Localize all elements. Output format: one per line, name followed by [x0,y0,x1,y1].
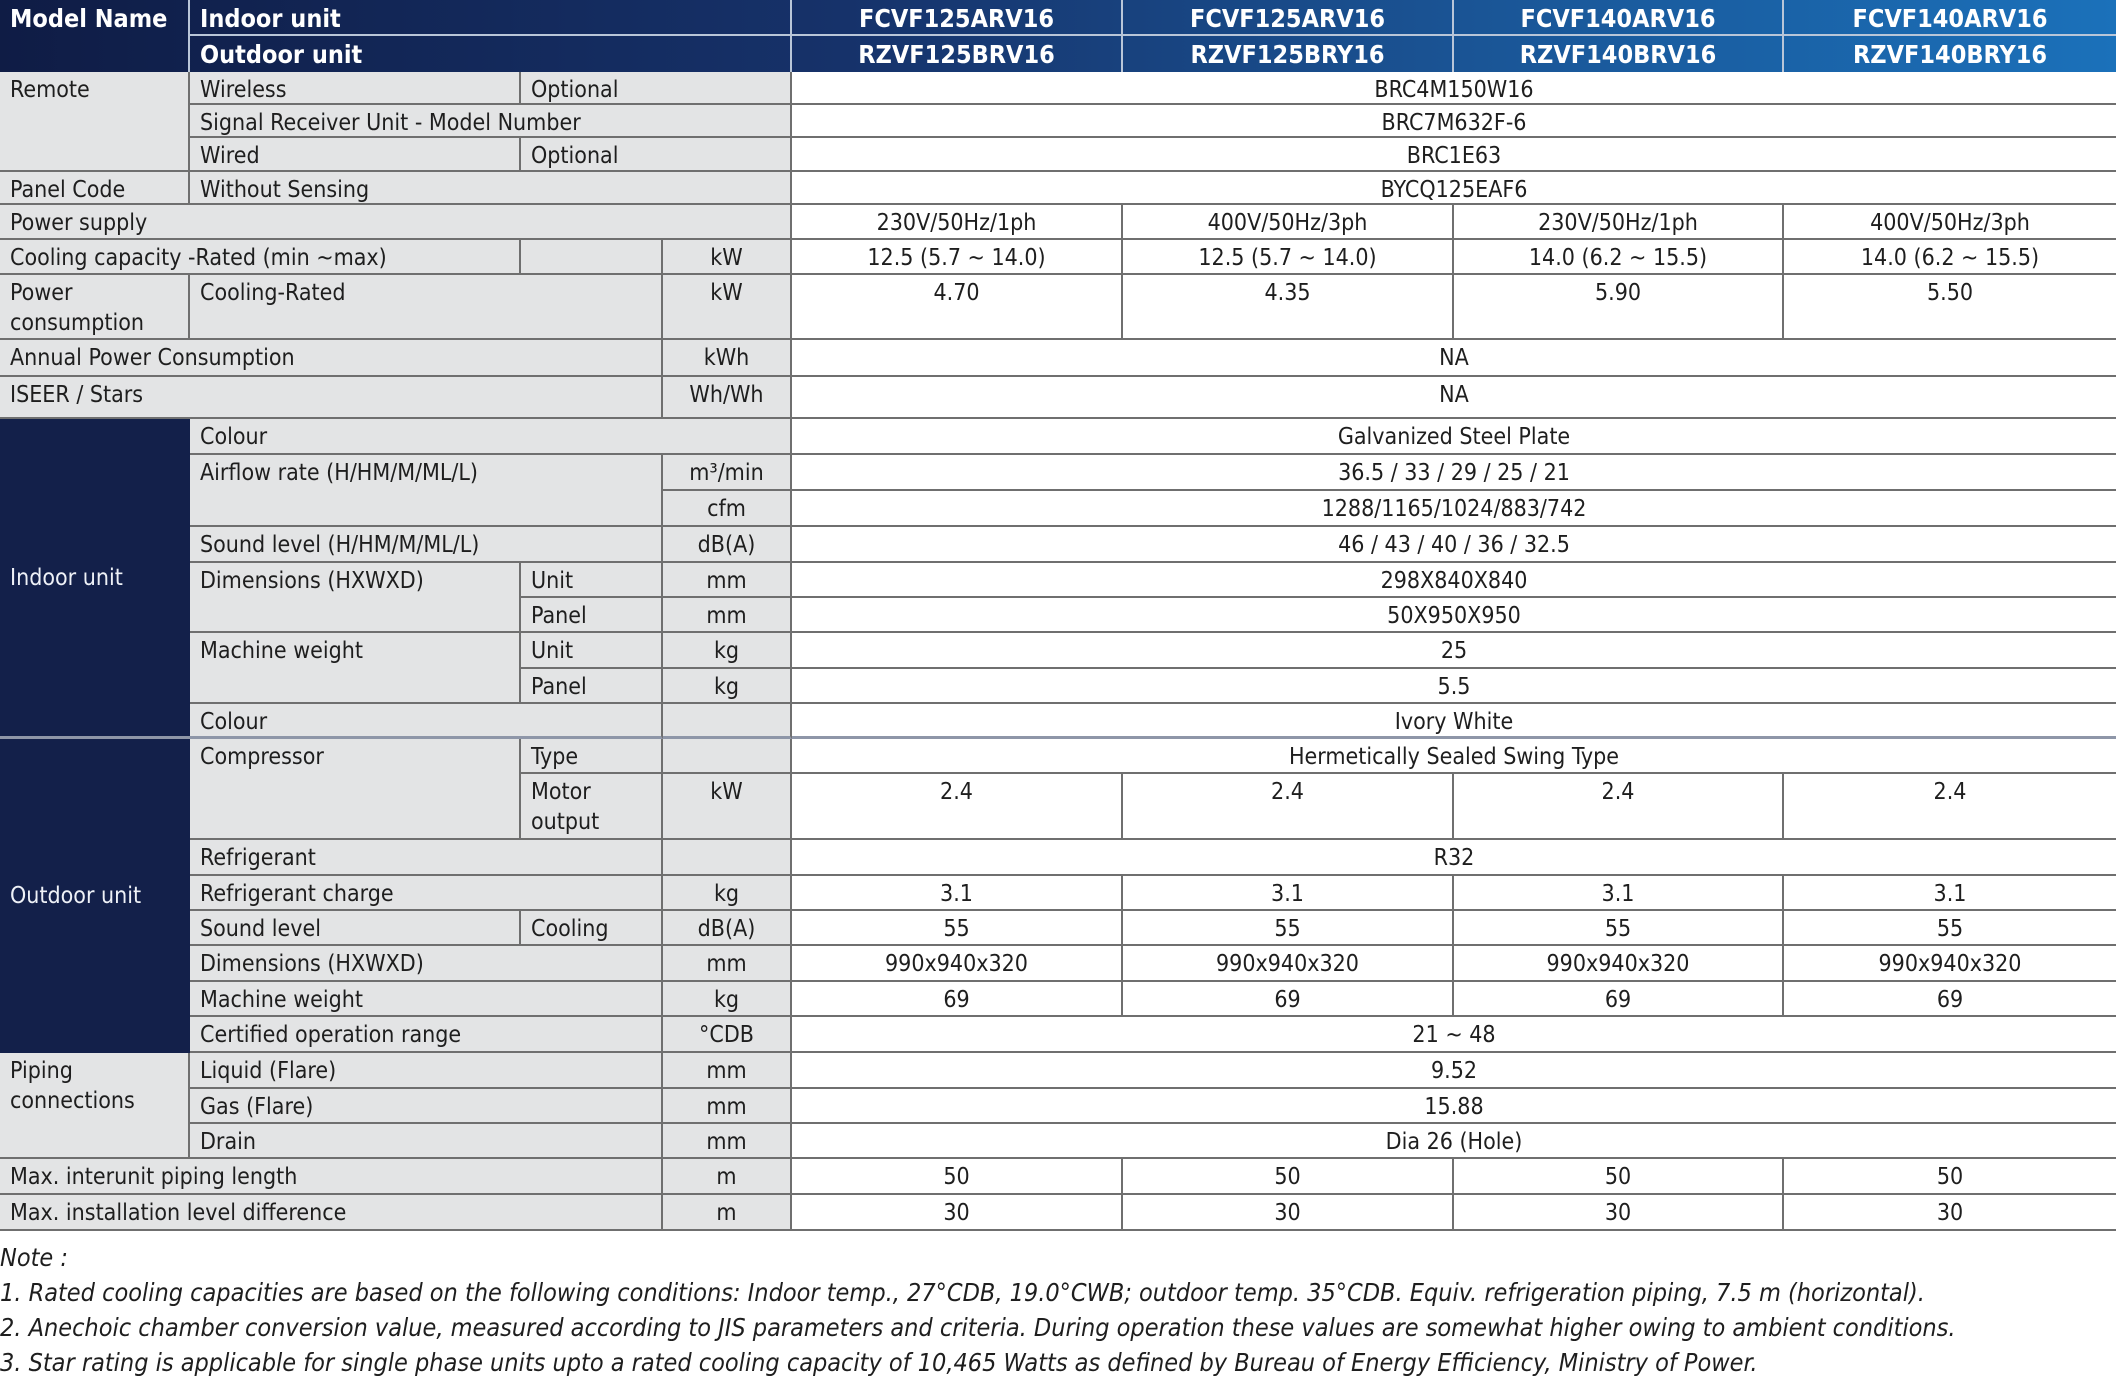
signal-receiver-label: Signal Receiver Unit - Model Number [190,105,792,138]
compressor-type-value: Hermetically Sealed Swing Type [792,739,2116,774]
indoor-dimensions-unit-label: Unit [521,563,663,598]
max-level-difference-label: Max. installation level difference [0,1195,663,1231]
indoor-model-1: FCVF125ARV16 [792,0,1123,36]
indoor-dimensions-label: Dimensions (HXWXD) [190,563,521,633]
max-level-difference-value: 30 [1123,1195,1454,1231]
indoor-weight-unit-label: Unit [521,633,663,669]
outdoor-dimensions-value: 990x940x320 [1454,946,1784,982]
motor-output-label: Motor output [521,774,663,840]
motor-output-value: 2.4 [1123,774,1454,840]
outdoor-weight-value: 69 [1123,982,1454,1017]
drain-unit: mm [663,1124,792,1159]
motor-output-value: 2.4 [792,774,1123,840]
max-piping-length-unit: m [663,1159,792,1195]
remote-wireless-label: Wireless [190,72,521,105]
indoor-weight-panel-label: Panel [521,669,663,704]
power-supply-value: 400V/50Hz/3ph [1123,205,1454,240]
outdoor-weight-unit: kg [663,982,792,1017]
power-supply-value: 230V/50Hz/1ph [792,205,1123,240]
outdoor-model-1: RZVF125BRV16 [792,36,1123,72]
note-item: 2. Anechoic chamber conversion value, measured according to JIS parameters and criteria. During operation these values are somewhat higher owing to ambient conditions. [0,1313,1956,1342]
motor-output-unit: kW [663,774,792,840]
outdoor-sound-unit: dB(A) [663,911,792,946]
outdoor-unit-header: Outdoor unit [190,36,792,72]
outdoor-sound-value: 55 [1454,911,1784,946]
max-level-difference-value: 30 [792,1195,1123,1231]
panel-code-sub: Without Sensing [190,172,792,205]
compressor-label: Compressor [190,739,521,840]
iseer-label: ISEER / Stars [0,377,663,419]
note-item: 3. Star rating is applicable for single phase units upto a rated cooling capacity of 10,465 Watts as defined by Bureau of Energy Efficiency, Ministry of Power. [0,1348,1758,1377]
compressor-type-blank [663,739,792,774]
piping-section-label: Piping connections [0,1053,190,1159]
refrigerant-charge-label: Refrigerant charge [190,876,663,911]
indoor-weight-panel-kg: kg [663,669,792,704]
indoor-unit-header: Indoor unit [190,0,792,36]
outer-colour-value: Ivory White [792,704,2116,739]
refrigerant-charge-value: 3.1 [1123,876,1454,911]
cooling-capacity-blank [521,240,663,275]
power-consumption-value: 5.90 [1454,275,1784,340]
outdoor-sound-sub: Cooling [521,911,663,946]
outdoor-dimensions-value: 990x940x320 [1784,946,2116,982]
indoor-weight-label: Machine weight [190,633,521,704]
indoor-sound-value: 46 / 43 / 40 / 36 / 32.5 [792,527,2116,563]
remote-wireless-value: BRC4M150W16 [792,72,2116,105]
outdoor-sound-label: Sound level [190,911,521,946]
outdoor-dimensions-value: 990x940x320 [1123,946,1454,982]
power-supply-value: 400V/50Hz/3ph [1784,205,2116,240]
gas-pipe-label: Gas (Flare) [190,1089,663,1124]
max-level-difference-value: 30 [1784,1195,2116,1231]
indoor-dimensions-unit-value: 298X840X840 [792,563,2116,598]
outdoor-sound-value: 55 [1123,911,1454,946]
power-consumption-value: 4.35 [1123,275,1454,340]
outdoor-weight-value: 69 [792,982,1123,1017]
airflow-unit-cfm: cfm [663,491,792,527]
power-consumption-value: 4.70 [792,275,1123,340]
cooling-capacity-value: 14.0 (6.2 ~ 15.5) [1784,240,2116,275]
indoor-weight-unit-value: 25 [792,633,2116,669]
cooling-capacity-value: 12.5 (5.7 ~ 14.0) [1123,240,1454,275]
cooling-capacity-unit: kW [663,240,792,275]
cooling-capacity-value: 14.0 (6.2 ~ 15.5) [1454,240,1784,275]
annual-consumption-unit: kWh [663,340,792,377]
panel-code-value: BYCQ125EAF6 [792,172,2116,205]
power-supply-label: Power supply [0,205,792,240]
airflow-value-cfm: 1288/1165/1024/883/742 [792,491,2116,527]
operation-range-label: Certified operation range [190,1017,663,1053]
refrigerant-charge-value: 3.1 [1454,876,1784,911]
notes-title: Note : [0,1243,68,1272]
refrigerant-label: Refrigerant [190,840,663,876]
indoor-model-3: FCVF140ARV16 [1454,0,1784,36]
gas-pipe-value: 15.88 [792,1089,2116,1124]
outer-colour-label: Colour [190,704,663,739]
cooling-capacity-label: Cooling capacity -Rated (min ~max) [0,240,521,275]
indoor-colour-value: Galvanized Steel Plate [792,419,2116,455]
power-supply-value: 230V/50Hz/1ph [1454,205,1784,240]
remote-label: Remote [0,72,190,172]
indoor-model-2: FCVF125ARV16 [1123,0,1454,36]
max-piping-length-value: 50 [1454,1159,1784,1195]
airflow-label: Airflow rate (H/HM/M/ML/L) [190,455,663,527]
airflow-value-m3: 36.5 / 33 / 29 / 25 / 21 [792,455,2116,491]
outdoor-weight-value: 69 [1454,982,1784,1017]
max-level-difference-unit: m [663,1195,792,1231]
remote-wired-value: BRC1E63 [792,138,2116,172]
indoor-colour-label: Colour [190,419,792,455]
power-consumption-value: 5.50 [1784,275,2116,340]
max-level-difference-value: 30 [1454,1195,1784,1231]
liquid-pipe-unit: mm [663,1053,792,1089]
iseer-unit: Wh/Wh [663,377,792,419]
max-piping-length-value: 50 [1123,1159,1454,1195]
airflow-unit-m3: m³/min [663,455,792,491]
outdoor-weight-label: Machine weight [190,982,663,1017]
remote-wired-label: Wired [190,138,521,172]
operation-range-unit: °CDB [663,1017,792,1053]
indoor-weight-panel-value: 5.5 [792,669,2116,704]
outdoor-weight-value: 69 [1784,982,2116,1017]
iseer-value: NA [792,377,2116,419]
note-item: 1. Rated cooling capacities are based on the following conditions: Indoor temp., 27°CDB, 19.0°CWB; outdoor temp. 35°CDB. Equiv. refrigeration piping, 7.5 m (horizontal). [0,1278,1925,1307]
liquid-pipe-label: Liquid (Flare) [190,1053,663,1089]
refrigerant-charge-value: 3.1 [792,876,1123,911]
indoor-dimensions-panel-value: 50X950X950 [792,598,2116,633]
gas-pipe-unit: mm [663,1089,792,1124]
drain-value: Dia 26 (Hole) [792,1124,2116,1159]
remote-wired-optional: Optional [521,138,792,172]
refrigerant-charge-value: 3.1 [1784,876,2116,911]
outdoor-dimensions-value: 990x940x320 [792,946,1123,982]
motor-output-value: 2.4 [1784,774,2116,840]
refrigerant-charge-unit: kg [663,876,792,911]
indoor-sound-label: Sound level (H/HM/M/ML/L) [190,527,663,563]
outdoor-dimensions-unit: mm [663,946,792,982]
max-piping-length-value: 50 [792,1159,1123,1195]
power-consumption-label: Power consumption [0,275,190,340]
indoor-sound-unit: dB(A) [663,527,792,563]
outdoor-model-2: RZVF125BRY16 [1123,36,1454,72]
max-piping-length-value: 50 [1784,1159,2116,1195]
indoor-weight-unit-kg: kg [663,633,792,669]
cooling-capacity-value: 12.5 (5.7 ~ 14.0) [792,240,1123,275]
outdoor-dimensions-label: Dimensions (HXWXD) [190,946,663,982]
signal-receiver-value: BRC7M632F-6 [792,105,2116,138]
drain-label: Drain [190,1124,663,1159]
annual-consumption-label: Annual Power Consumption [0,340,663,377]
indoor-dimensions-panel-label: Panel [521,598,663,633]
liquid-pipe-value: 9.52 [792,1053,2116,1089]
remote-wireless-optional: Optional [521,72,792,105]
refrigerant-value: R32 [792,840,2116,876]
notes-section [0,1240,2116,1380]
refrigerant-blank [663,840,792,876]
indoor-dimensions-panel-mm: mm [663,598,792,633]
outdoor-sound-value: 55 [792,911,1123,946]
outdoor-sound-value: 55 [1784,911,2116,946]
outdoor-section-label: Outdoor unit [0,739,190,1053]
panel-code-label: Panel Code [0,172,190,205]
max-piping-length-label: Max. interunit piping length [0,1159,663,1195]
compressor-type-label: Type [521,739,663,774]
indoor-model-4: FCVF140ARV16 [1784,0,2116,36]
indoor-dimensions-unit-mm: mm [663,563,792,598]
outer-colour-blank [663,704,792,739]
model-name-header: Model Name [0,0,190,72]
power-consumption-unit: kW [663,275,792,340]
annual-consumption-value: NA [792,340,2116,377]
outdoor-model-3: RZVF140BRV16 [1454,36,1784,72]
indoor-section-label: Indoor unit [0,419,190,739]
power-consumption-sub: Cooling-Rated [190,275,663,340]
outdoor-model-4: RZVF140BRY16 [1852,40,2048,69]
motor-output-value: 2.4 [1454,774,1784,840]
operation-range-value: 21 ~ 48 [792,1017,2116,1053]
